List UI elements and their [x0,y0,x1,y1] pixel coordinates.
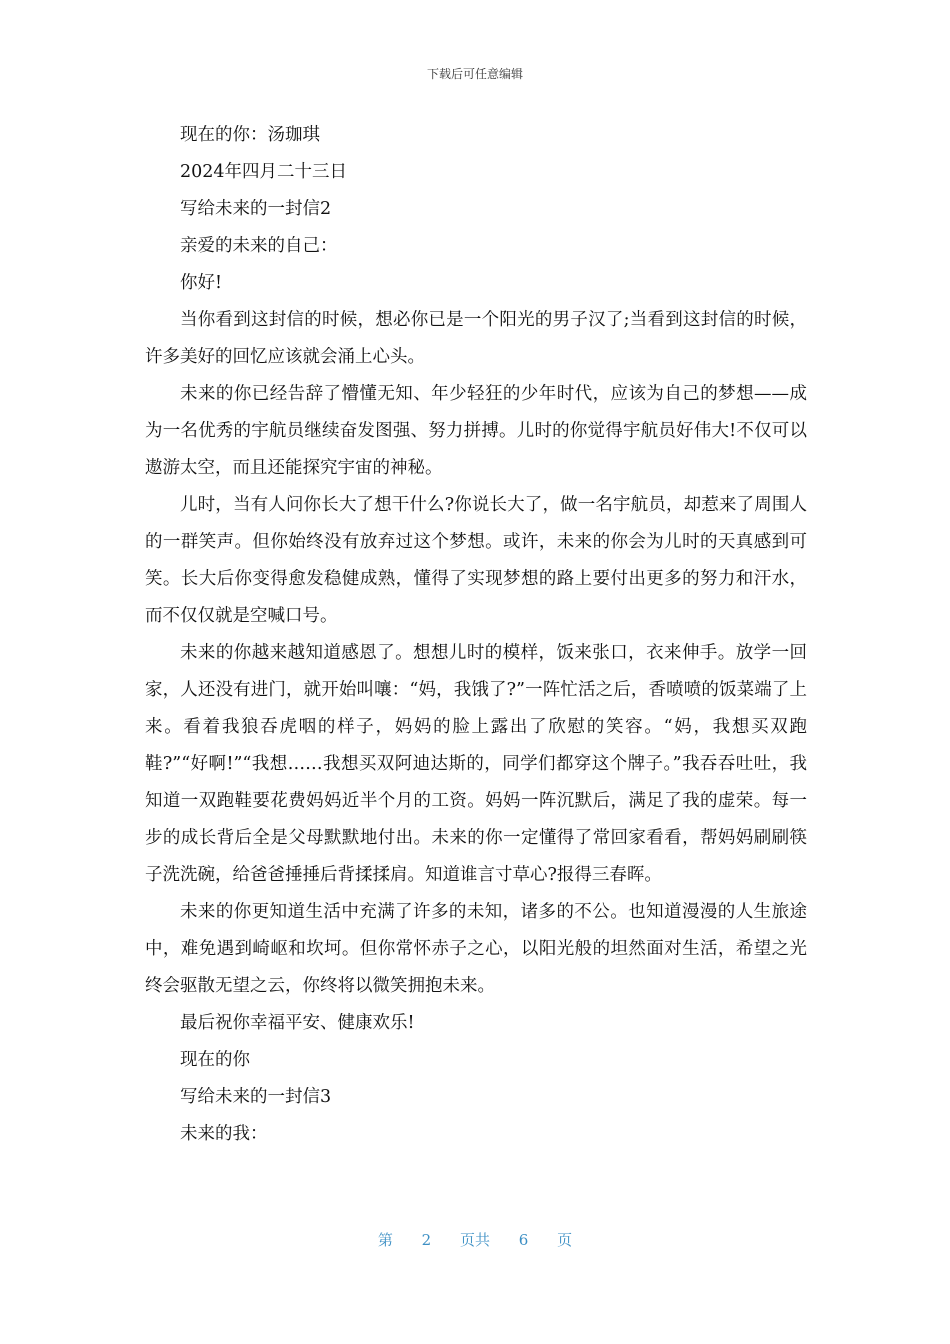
paragraph: 未来的我： [180,1124,268,1144]
footer-middle: 页共 [459,1231,490,1249]
footer-total-pages: 6 [518,1231,529,1249]
paragraph: 现在的你 [180,1050,250,1070]
paragraph: 最后祝你幸福平安、健康欢乐! [180,1013,415,1033]
paragraph: 未来的你已经告辞了懵懂无知、年少轻狂的少年时代，应该为自己的梦想——成为一名优秀的宇航员继续奋发图强、努力拼搏。儿时的你觉得宇航员好伟大!不仅可以遨游太空，而且还能探究宇宙的神秘。 [145,384,807,478]
paragraph: 写给未来的一封信2 [180,199,332,219]
paragraph: 现在的你：汤珈琪 [180,125,320,145]
page-footer [0,1229,950,1251]
paragraph: 写给未来的一封信3 [180,1087,332,1107]
paragraph: 2024年四月二十三日 [180,162,348,182]
page-header: 下载后可任意编辑 [426,67,523,81]
footer-suffix: 页 [557,1231,573,1249]
paragraph: 未来的你越来越知道感恩了。想想儿时的模样，饭来张口，衣来伸手。放学一回家，人还没有进门，就开始叫嚷：“妈，我饿了?”一阵忙活之后，香喷喷的饭菜端了上来。看着我狼吞虎咽的样子，妈妈的脸上露出了欣慰的笑容。“妈，我想买双跑鞋?”“好啊!”“我想……我想买双阿迪达斯的，同学们都穿这个牌子。”我吞吞吐吐，我知道一双跑鞋要花费妈妈近半个月的工资。妈妈一阵沉默后，满足了我的虚荣。每一步的成长背后全是父母默默地付出。未来的你一定懂得了常回家看看，帮妈妈刷刷筷子洗洗碗，给爸爸捶捶后背揉揉肩。知道谁言寸草心?报得三春晖。 [145,643,807,885]
document-body [145,117,807,1153]
paragraph: 当你看到这封信的时候，想必你已是一个阳光的男子汉了;当看到这封信的时候，许多美好的回忆应该就会涌上心头。 [145,310,807,367]
paragraph: 你好! [180,273,223,293]
paragraph: 亲爱的未来的自己： [180,236,338,256]
paragraph: 儿时，当有人问你长大了想干什么?你说长大了，做一名宇航员，却惹来了周围人的一群笑声。但你始终没有放弃过这个梦想。或许，未来的你会为儿时的天真感到可笑。长大后你变得愈发稳健成熟，懂得了实现梦想的路上要付出更多的努力和汗水，而不仅仅就是空喊口号。 [145,495,807,626]
footer-prefix: 第 [377,1231,393,1249]
paragraph: 未来的你更知道生活中充满了许多的未知，诸多的不公。也知道漫漫的人生旅途中，难免遇到崎岖和坎坷。但你常怀赤子之心，以阳光般的坦然面对生活，希望之光终会驱散无望之云，你终将以微笑拥抱未来。 [145,902,807,996]
footer-current-page: 2 [421,1231,432,1249]
